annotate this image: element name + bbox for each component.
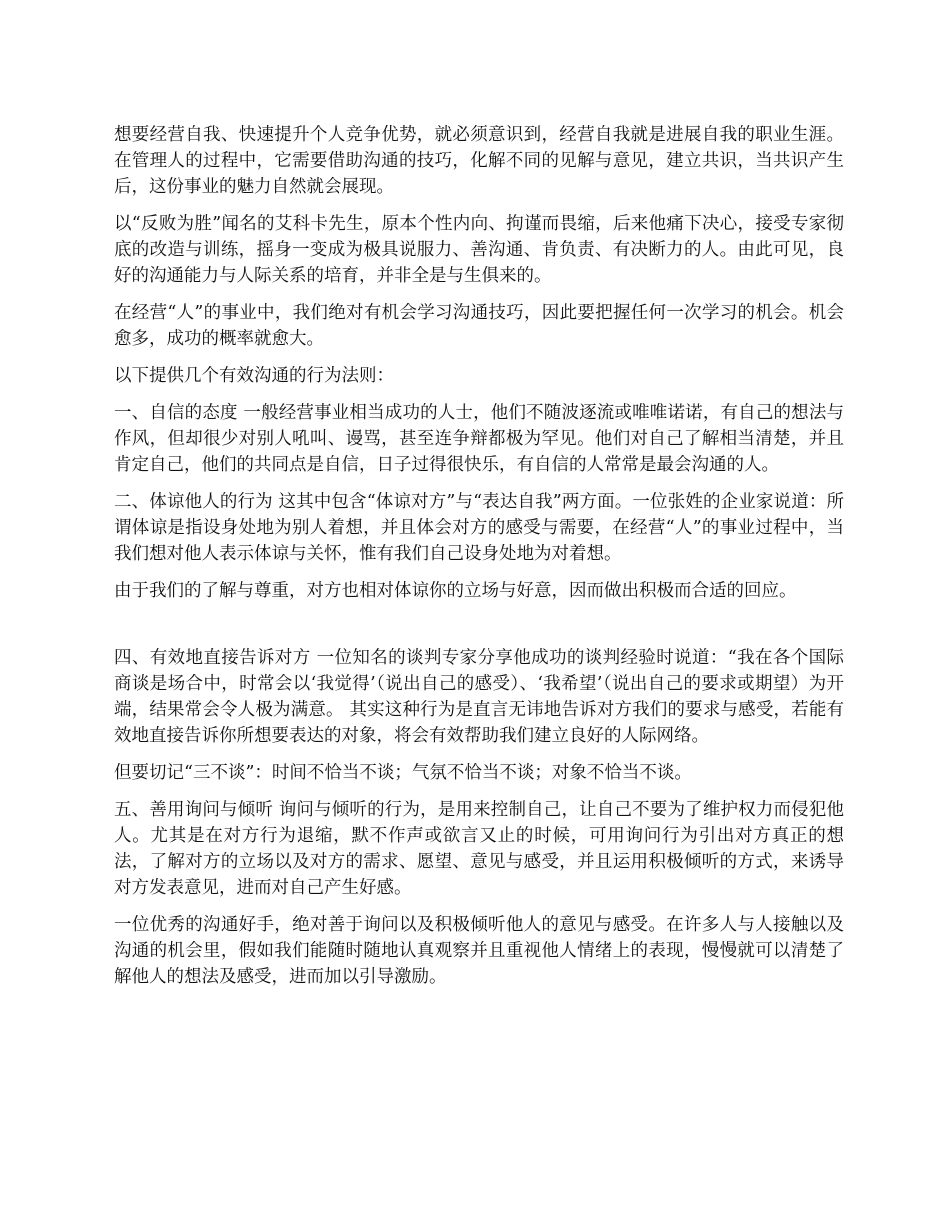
paragraph-rules-intro: 以下提供几个有效沟通的行为法则： [114, 366, 394, 386]
paragraph-intro: 想要经营自我、快速提升个人竞争优势，就必须意识到，经营自我就是进展自我的职业生涯。在管理人的过程中，它需要借助沟通的技巧，化解不同的见解与意见，建立共识，当共识产生后，这份事业的魅力自然就会展现。 [114, 125, 844, 197]
paragraph-rule-empathy: 二、体谅他人的行为 这其中包含“体谅对方”与“表达自我”两方面。一位张姓的企业家说道：所谓体谅是指设身处地为别人着想，并且体会对方的感受与需要，在经营“人”的事业过程中，当我们想对他人表示体谅与关怀，惟有我们自己设身处地为对着想。 [114, 492, 844, 564]
paragraph-rule-confidence: 一、自信的态度 一般经营事业相当成功的人士，他们不随波逐流或唯唯诺诺，有自己的想法与作风，但却很少对别人吼叫、谩骂，甚至连争辩都极为罕见。他们对自己了解相当清楚，并且肯定自己，他们的共同点是自信，日子过得很快乐，有自信的人常常是最会沟通的人。 [114, 403, 844, 475]
paragraph-learning: 在经营“人”的事业中，我们绝对有机会学习沟通技巧，因此要把握任何一次学习的机会。机会愈多，成功的概率就愈大。 [114, 303, 844, 349]
paragraph-three-nots: 但要切记“三不谈”：时间不恰当不谈；气氛不恰当不谈；对象不恰当不谈。 [114, 763, 692, 783]
document-body [114, 122, 844, 1001]
paragraph-respect: 由于我们的了解与尊重，对方也相对体谅你的立场与好意，因而做出积极而合适的回应。 [114, 581, 797, 601]
paragraph-rule-direct: 四、有效地直接告诉对方 一位知名的谈判专家分享他成功的谈判经验时说道：“我在各个国际商谈是场合中，时常会以‘我觉得’（说出自己的感受）、‘我希望’（说出自己的要求或期望）为开端，结果常会令人极为满意。 其实这种行为是直言无讳地告诉对方我们的要求与感受，若能有效地直接告诉你所想要表达的对象，将会有效帮助我们建立良好的人际网络。 [114, 648, 844, 746]
paragraph-rule-listening: 五、善用询问与倾听 询问与倾听的行为，是用来控制自己，让自己不要为了维护权力而侵犯他人。尤其是在对方行为退缩，默不作声或欲言又止的时候，可用询问行为引出对方真正的想法，了解对方的立场以及对方的需求、愿望、意见与感受，并且运用积极倾听的方式，来诱导对方发表意见，进而对自己产生好感。 [114, 800, 844, 898]
paragraph-gap [114, 615, 844, 645]
paragraph-conclusion: 一位优秀的沟通好手，绝对善于询问以及积极倾听他人的意见与感受。在许多人与人接触以及沟通的机会里，假如我们能随时随地认真观察并且重视他人情绪上的表现，慢慢就可以清楚了解他人的想法及感受，进而加以引导激励。 [114, 915, 844, 987]
paragraph-iacocca: 以“反败为胜”闻名的艾科卡先生，原本个性内向、拘谨而畏缩，后来他痛下决心，接受专家彻底的改造与训练，摇身一变成为极具说服力、善沟通、肯负责、有决断力的人。由此可见，良好的沟通能力与人际关系的培育，并非全是与生俱来的。 [114, 214, 844, 286]
